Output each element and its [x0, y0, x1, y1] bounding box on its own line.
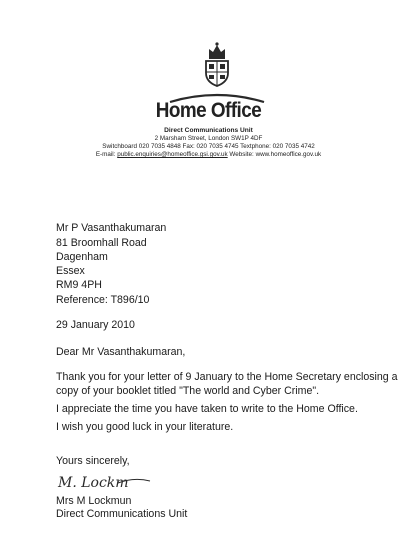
recipient-address-line: 81 Broomhall Road — [56, 237, 147, 249]
salutation: Dear Mr Vasanthakumaran, — [56, 346, 186, 358]
svg-text:M. Lockm: M. Lockm — [58, 475, 129, 491]
recipient-county: Essex — [56, 265, 85, 277]
recipient-town: Dagenham — [56, 251, 108, 263]
website-link[interactable]: www.homeoffice.gov.uk — [255, 151, 322, 158]
contact-line — [0, 151, 417, 159]
unit-address: 2 Marsham Street, London SW1P 4DF — [154, 135, 263, 142]
royal-crest-icon — [198, 40, 236, 88]
signatory-unit: Direct Communications Unit — [56, 508, 188, 520]
body-paragraph-line: Thank you for your letter of 9 January to the Home Secretary enclosing a — [56, 371, 398, 383]
recipient-postcode: RM9 4PH — [56, 279, 102, 291]
organisation-logo-text: Home Office — [155, 99, 262, 122]
body-paragraph: I appreciate the time you have taken to write to the Home Office. — [56, 403, 358, 415]
email-link[interactable]: public.enquiries@homeoffice.gsi.gov.uk — [117, 151, 228, 158]
letter-date: 29 January 2010 — [56, 319, 135, 331]
recipient-name: Mr P Vasanthakumaran — [56, 222, 167, 234]
closing: Yours sincerely, — [56, 455, 130, 467]
reference: Reference: T896/10 — [56, 294, 150, 306]
signatory-name: Mrs M Lockmun — [56, 495, 132, 507]
phone-numbers: Switchboard 020 7035 4848 Fax: 020 7035 4745 Textphone: 020 7035 4742 — [102, 143, 315, 150]
body-paragraph-line: copy of your booklet titled "The world and Cyber Crime". — [56, 385, 320, 397]
handwritten-signature — [56, 467, 152, 495]
website-label: Website: — [229, 151, 254, 158]
unit-name: Direct Communications Unit — [164, 127, 253, 134]
body-paragraph: I wish you good luck in your literature. — [56, 421, 234, 433]
email-label: E-mail: — [95, 151, 116, 158]
